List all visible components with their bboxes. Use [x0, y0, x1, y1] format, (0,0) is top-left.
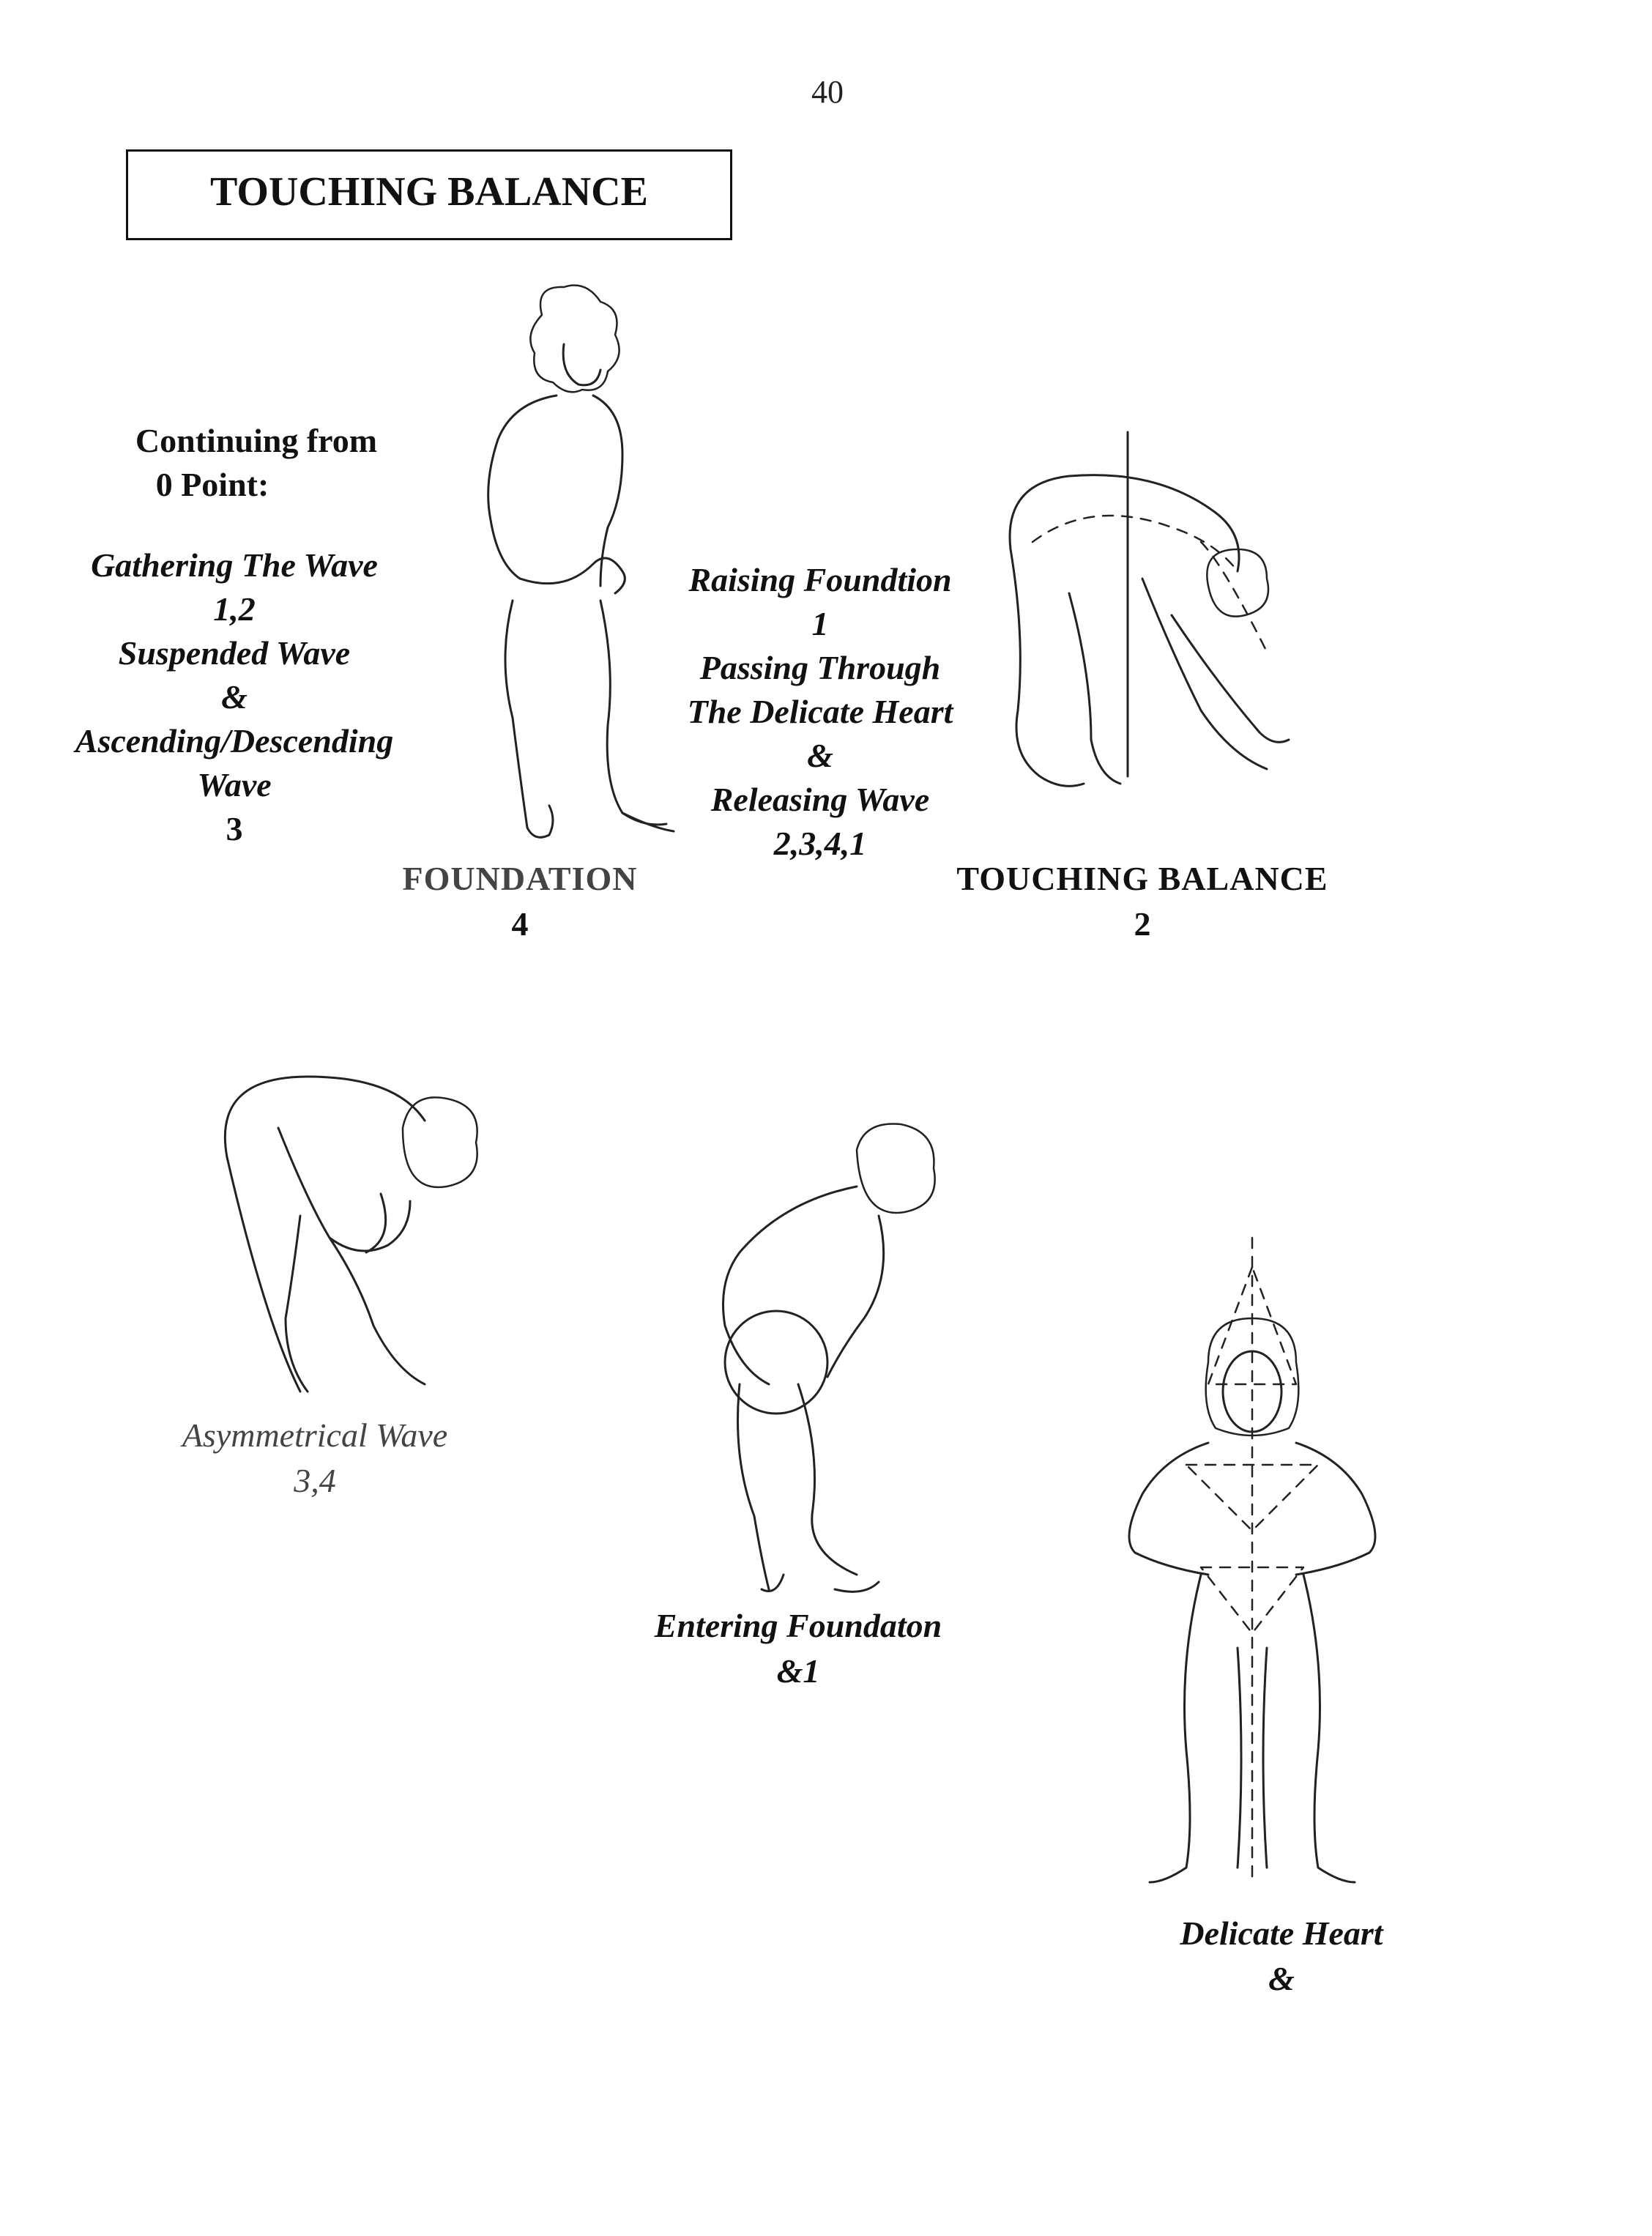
figure-label-asymmetrical-wave: Asymmetrical Wave: [182, 1416, 448, 1454]
middle-line-1: Raising Foundtion: [688, 561, 952, 598]
crouching-figure-icon: [212, 1069, 491, 1406]
figure-label-delicate-heart: Delicate Heart: [1180, 1914, 1383, 1952]
figure-count-touching-balance: 2: [1134, 905, 1151, 943]
intro-heading-line-2: 0 Point:: [155, 466, 269, 503]
intro-block: [44, 419, 425, 851]
figure-count-asymmetrical-wave: 3,4: [294, 1462, 336, 1499]
intro-step-3: Suspended Wave: [118, 634, 351, 672]
standing-figure-icon: [454, 286, 674, 842]
figure-label-entering-foundation: Entering Foundaton: [654, 1607, 942, 1644]
figure-count-foundation: 4: [511, 905, 529, 943]
intro-step-6: Wave: [197, 766, 272, 803]
middle-line-5: &: [807, 737, 833, 774]
page-title: TOUCHING BALANCE: [210, 169, 648, 215]
intro-step-4: &: [221, 678, 248, 716]
intro-count: 3: [226, 810, 243, 847]
figure-count-entering-foundation: &1: [776, 1652, 820, 1690]
middle-block: [644, 558, 996, 866]
middle-line-2: 1: [811, 605, 829, 642]
page-number: 40: [811, 74, 844, 110]
intro-heading-line-1: Continuing from: [135, 422, 378, 459]
leaning-figure-icon: [696, 1121, 974, 1604]
intro-step-2: 1,2: [213, 590, 256, 628]
middle-line-7: 2,3,4,1: [773, 825, 867, 862]
middle-line-3: Passing Through: [699, 649, 941, 686]
bending-forward-figure-icon: [996, 432, 1318, 842]
figure-count-delicate-heart: &: [1268, 1960, 1295, 1997]
intro-step-1: Gathering The Wave: [91, 546, 378, 584]
figure-label-touching-balance: TOUCHING BALANCE: [956, 860, 1328, 897]
front-standing-figure-icon: [1120, 1238, 1443, 1897]
figure-label-foundation: FOUNDATION: [402, 860, 638, 897]
intro-step-5: Ascending/Descending: [75, 722, 394, 759]
middle-line-4: The Delicate Heart: [687, 693, 953, 730]
middle-line-6: Releasing Wave: [710, 781, 930, 818]
